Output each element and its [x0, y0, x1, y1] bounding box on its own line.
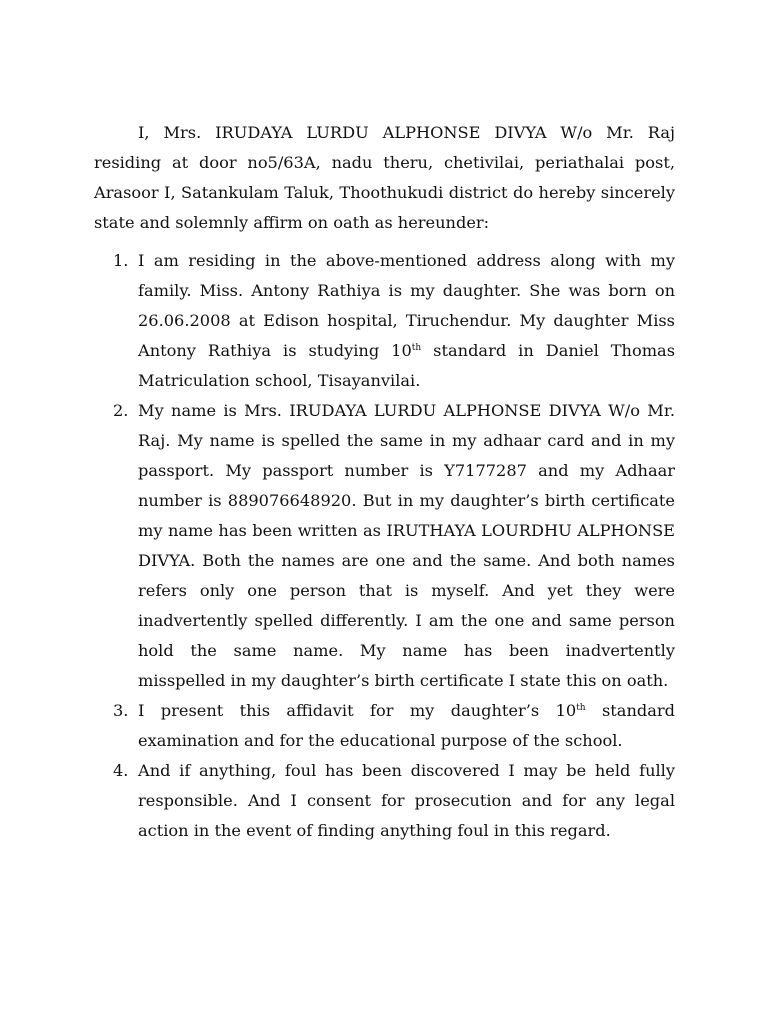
list-item	[94, 246, 675, 396]
affidavit-document	[94, 118, 675, 846]
ordinal-suffix: th	[411, 343, 422, 353]
list-item	[94, 696, 675, 756]
item-number: 2.	[113, 401, 129, 420]
item-text: And if anything, foul has been discovered I may be held fully responsible. And I consent for prosecution and for any legal action in the event of finding anything foul in this regard.	[138, 761, 675, 840]
list-item	[94, 756, 675, 846]
item-text: My name is Mrs. IRUDAYA LURDU ALPHONSE DIVYA W/o Mr. Raj. My name is spelled the same in my adhaar card and in my passport. My passport number is Y7177287 and my Adhaar number is 889076648920. But in my daughter’s birth certificate my name has been written as IRUTHAYA LOURDHU ALPHONSE DIVYA. Both the names are one and the same. And both names refers only one person that is myself. And yet they were inadvertently spelled differently. I am the one and same person hold the same name. My name has been inadvertently misspelled in my daughter’s birth certificate I state this on oath.	[138, 401, 675, 690]
item-text: I present this affidavit for my daughter’s 10	[138, 701, 577, 720]
list-item	[94, 396, 675, 696]
item-text-continued: standard examination and for the educational purpose of the school.	[138, 701, 675, 750]
item-number: 4.	[113, 761, 129, 780]
item-text: I am residing in the above-mentioned address along with my family. Miss. Antony Rathiya is my daughter. She was born on 26.06.2008 at Edison hospital, Tiruchendur. My daughter Miss Antony Rathiya is studying 10	[138, 251, 675, 360]
intro-paragraph: I, Mrs. IRUDAYA LURDU ALPHONSE DIVYA W/o Mr. Raj residing at door no5/63A, nadu theru, chetivilai, periathalai post, Arasoor I, Satankulam Taluk, Thoothukudi district do hereby sincerely state and solemnly affirm on oath as hereunder:	[94, 123, 675, 232]
item-number: 1.	[113, 251, 129, 270]
item-number: 3.	[113, 701, 129, 720]
item-text-continued: standard in Daniel Thomas Matriculation school, Tisayanvilai.	[138, 341, 675, 390]
affirmation-list	[94, 246, 675, 846]
ordinal-suffix: th	[576, 703, 586, 713]
